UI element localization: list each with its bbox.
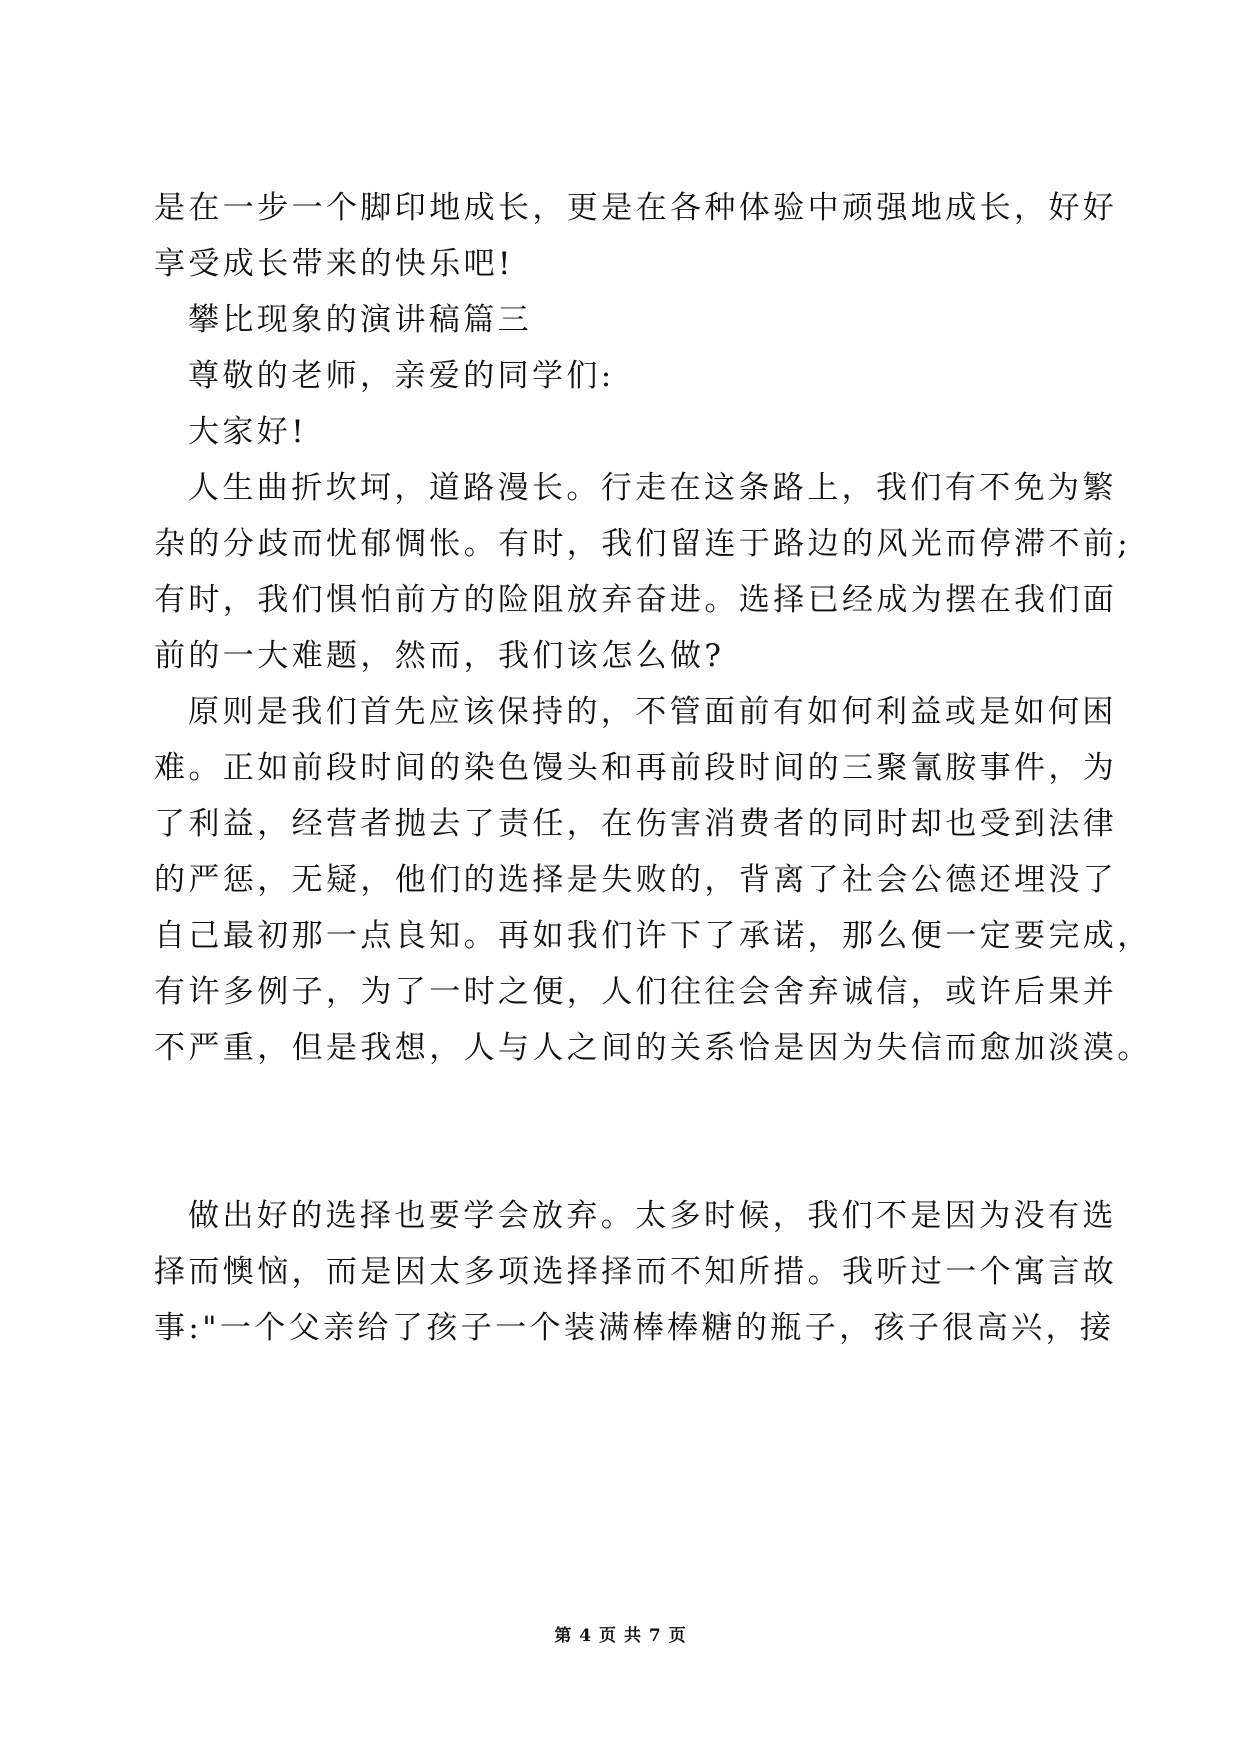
greeting: 大家好! [188,414,308,450]
text-line: 做出好的选择也要学会放弃。太多时候，我们不是因为没有选 [188,1198,1117,1234]
section-heading: 攀比现象的演讲稿篇三 [188,302,532,338]
paragraph-gap [154,1076,1094,1188]
text-line: 前的一大难题，然而，我们该怎么做? [154,638,725,674]
page-footer [0,1621,1241,1646]
text-line: 不严重，但是我想，人与人之间的关系恰是因为失信而愈加淡漠。 [154,1030,1152,1066]
text-line: 事:"一个父亲给了孩子一个装满棒棒糖的瓶子，孩子很高兴，接 [154,1310,1115,1346]
text-line: 人生曲折坎坷，道路漫长。行走在这条路上，我们有不免为繁 [188,470,1117,506]
text-line: 的严惩，无疑，他们的选择是失败的，背离了社会公德还埋没了 [154,862,1118,898]
text-line: 享受成长带来的快乐吧! [154,246,514,282]
text-line: 难。正如前段时间的染色馒头和再前段时间的三聚氰胺事件，为 [154,750,1118,786]
text-line: 原则是我们首先应该保持的，不管面前有如何利益或是如何困 [188,694,1117,730]
text-line: 有许多例子，为了一时之便，人们往往会舍弃诚信，或许后果并 [154,974,1118,1010]
text-line: 择而懊恼，而是因太多项选择择而不知所措。我听过一个寓言故 [154,1254,1118,1290]
document-body [154,180,1152,1356]
text-line: 有时，我们惧怕前方的险阻放弃奋进。选择已经成为摆在我们面 [154,582,1118,618]
page-number: 第 4 页 共 7 页 [554,1626,687,1646]
text-line: 自己最初那一点良知。再如我们许下了承诺，那么便一定要完成， [154,918,1152,954]
text-line: 是在一步一个脚印地成长，更是在各种体验中顽强地成长，好好 [154,190,1118,226]
salutation: 尊敬的老师，亲爱的同学们: [188,358,615,394]
text-line: 了利益，经营者抛去了责任，在伤害消费者的同时却也受到法律 [154,806,1118,842]
text-line: 杂的分歧而忧郁惆怅。有时，我们留连于路边的风光而停滞不前; [154,526,1132,562]
